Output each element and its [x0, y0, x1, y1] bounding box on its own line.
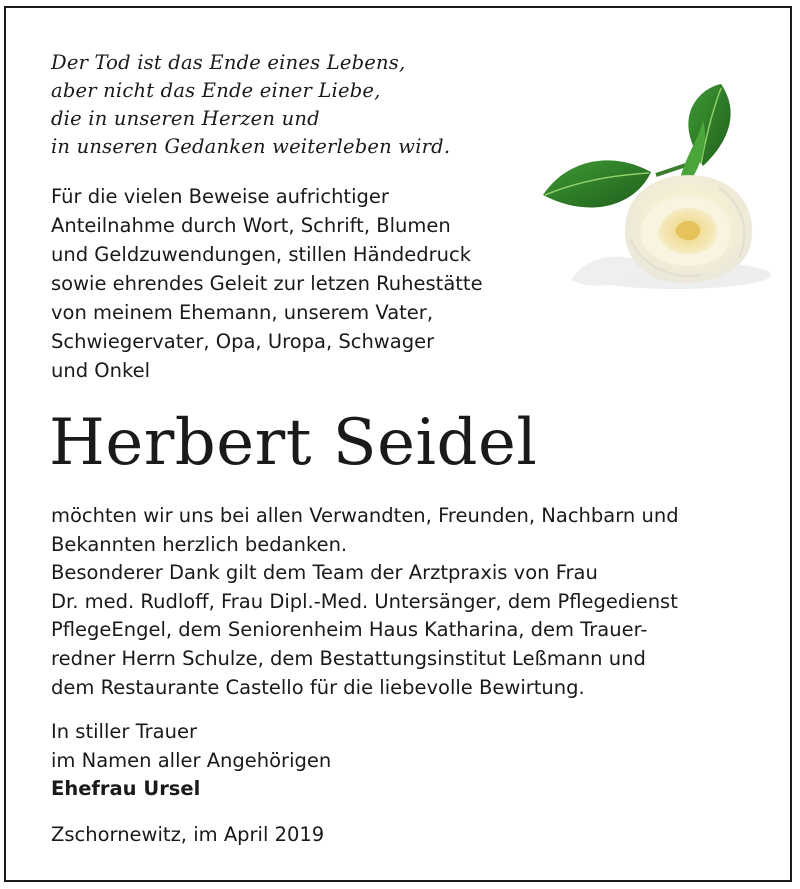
deceased-name: Herbert Seidel [49, 406, 538, 480]
body-line: möchten wir uns bei allen Verwandten, Freunden, Nachbarn und [51, 504, 679, 527]
poem [51, 49, 450, 161]
poem-line: Der Tod ist das Ende eines Lebens, [51, 51, 406, 74]
body-line: dem Restaurante Castello für die liebevolle Bewirtung. [51, 675, 585, 699]
body-line: Dr. med. Rudloff, Frau Dipl.-Med. Untersänger, dem Pflegedienst [51, 589, 678, 613]
closing-line: im Namen aller Angehörigen [51, 748, 332, 772]
poem-line: aber nicht das Ende einer Liebe, [51, 79, 381, 102]
acknowledgement-paragraph [51, 502, 679, 702]
closing-line: In stiller Trauer [51, 720, 197, 743]
thanks-line: und Onkel [51, 359, 151, 382]
white-rose-image [541, 80, 771, 310]
signer-name: Ehefrau Ursel [51, 777, 201, 800]
thanks-line: Anteilnahme durch Wort, Schrift, Blumen [51, 214, 451, 237]
place-date: Zschornewitz, im April 2019 [51, 823, 325, 846]
thanks-line: von meinem Ehemann, unserem Vater, [51, 301, 434, 324]
poem-line: in unseren Gedanken weiterleben wird. [51, 135, 451, 158]
thanks-line: und Geldzuwendungen, stillen Händedruck [51, 243, 472, 266]
thanks-line: sowie ehrendes Geleit zur letzen Ruhestätte [51, 272, 483, 295]
obituary-card [4, 6, 792, 882]
body-line: redner Herrn Schulze, dem Bestattungsinstitut Leßmann und [51, 646, 646, 670]
body-line: Bekannten herzlich bedanken. [51, 532, 348, 556]
closing-block [51, 718, 331, 804]
body-line: PflegeEngel, dem Seniorenheim Haus Katharina, dem Trauer- [51, 618, 648, 642]
thanks-line: Schwiegervater, Opa, Uropa, Schwager [51, 330, 435, 353]
poem-line: die in unseren Herzen und [51, 107, 320, 130]
body-line: Besonderer Dank gilt dem Team der Arztpraxis von Frau [51, 561, 598, 585]
thanks-line: Für die vielen Beweise aufrichtiger [51, 185, 389, 208]
thanks-paragraph [51, 182, 483, 385]
